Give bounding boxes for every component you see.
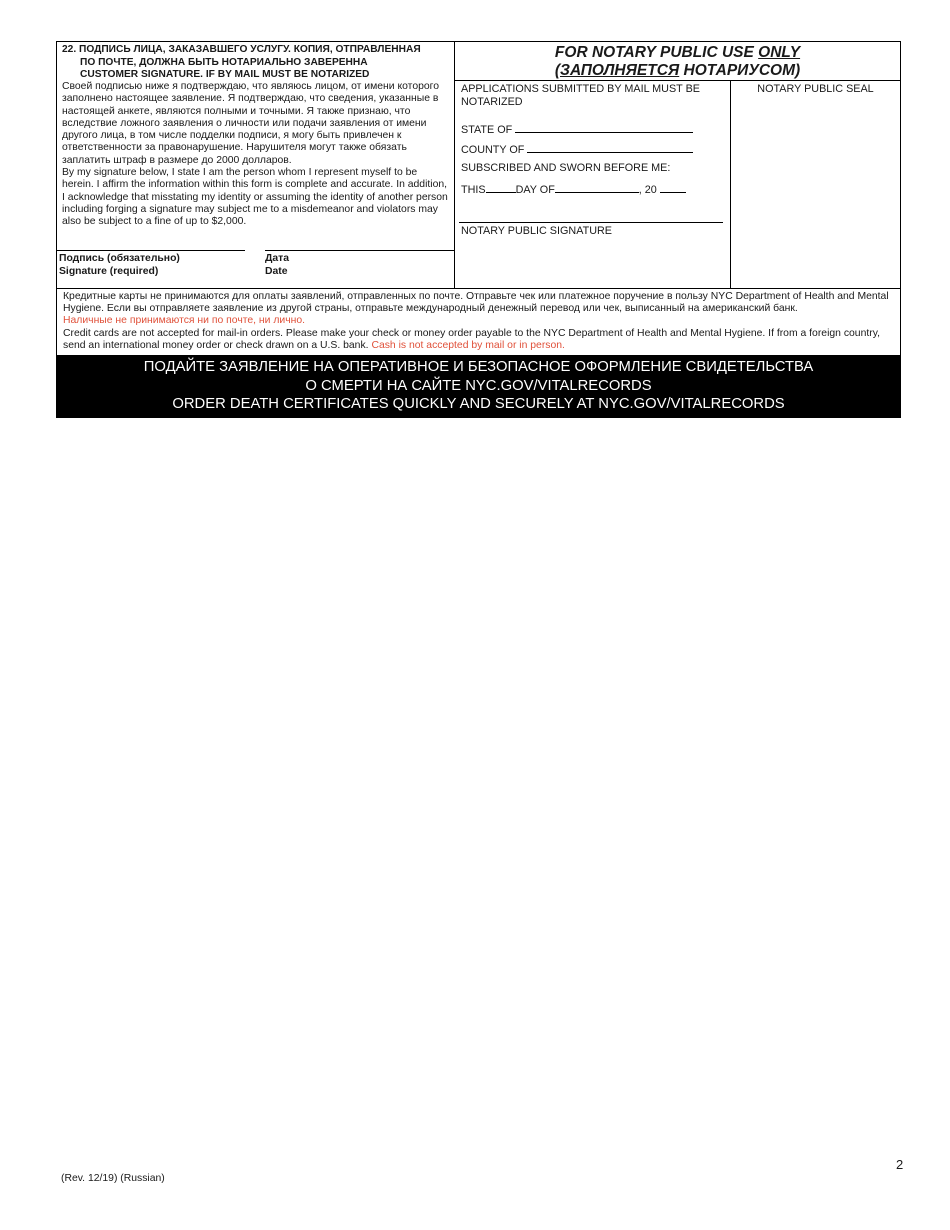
this-label: THIS: [461, 184, 486, 196]
payment-notice-en: Credit cards are not accepted for mail-in orders. Please make your check or money order payable to the NYC Department of Health and Mental Hygiene. If from a foreign country, send an international money order or check drawn on a U.S. bank. Cash is not accepted by mail or in person.: [63, 327, 881, 351]
day-input[interactable]: [486, 182, 516, 193]
date-label-en: Date: [265, 266, 288, 277]
section-title-ru-1: 22. ПОДПИСЬ ЛИЦА, ЗАКАЗАВШЕГО УСЛУГУ. КОПИЯ, ОТПРАВЛЕННАЯ: [62, 44, 421, 55]
mail-notice: APPLICATIONS SUBMITTED BY MAIL MUST BE NOTARIZED: [461, 83, 700, 108]
banner-ru-line-2: О СМЕРТИ НА САЙТЕ NYC.GOV/VITALRECORDS: [305, 377, 652, 394]
signature-line[interactable]: [57, 250, 245, 251]
page-number: 2: [896, 1157, 904, 1172]
date-line[interactable]: [265, 250, 455, 251]
county-label: COUNTY OF: [461, 144, 525, 156]
section-22-title: [62, 44, 452, 82]
notary-seal-label: NOTARY PUBLIC SEAL: [757, 83, 874, 95]
order-online-banner: [57, 356, 900, 417]
notary-body: [455, 81, 900, 288]
notary-signature-line[interactable]: [459, 222, 723, 223]
year-input[interactable]: [660, 182, 686, 193]
year-prefix: , 20: [638, 184, 657, 196]
revision-label: (Rev. 12/19) (Russian): [61, 1173, 165, 1184]
signature-notary-row: [57, 42, 900, 289]
date-label-ru: Дата: [265, 253, 290, 264]
state-field: [461, 122, 693, 137]
signature-label: [59, 252, 180, 278]
customer-signature-section: [57, 42, 455, 288]
notary-heading-ru: (ЗАПОЛНЯЕТСЯ НОТАРИУСОМ): [554, 62, 801, 79]
notary-signature-label: NOTARY PUBLIC SIGNATURE: [461, 225, 612, 237]
state-input[interactable]: [515, 122, 693, 133]
cash-notice-en: Cash is not accepted by mail or in person.: [371, 339, 565, 351]
date-label: [265, 252, 289, 278]
month-input[interactable]: [555, 182, 639, 193]
sworn-label: SUBSCRIBED AND SWORN BEFORE ME:: [461, 162, 671, 174]
payment-notice: [57, 289, 900, 356]
customer-signature-form: [56, 41, 901, 418]
date-sworn-field: [461, 182, 686, 197]
notary-heading: [455, 42, 900, 81]
payment-notice-ru: Кредитные карты не принимаются для оплаты заявлений, отправленных по почте. Отправьте чек или платежное поручение в пользу NYC Department of Health and Mental Hygiene. Если вы отправляете заявление из другой страны, отправьте международный денежный перевод или чек, выписанный на американский банк.: [63, 291, 889, 315]
signature-label-ru: Подпись (обязательно): [59, 253, 180, 264]
cash-notice-ru: Наличные не принимаются ни по почте, ни лично.: [63, 315, 306, 327]
banner-en-line: ORDER DEATH CERTIFICATES QUICKLY AND SECURELY AT NYC.GOV/VITALRECORDS: [172, 396, 785, 413]
notary-seal-area: [731, 81, 900, 288]
county-input[interactable]: [527, 142, 693, 153]
notary-heading-en: FOR NOTARY PUBLIC USE ONLY: [554, 44, 801, 61]
affirmation-en: By my signature below, I state I am the person whom I represent myself to be herein. I affirm the information within this form is complete and accurate. In addition, I acknowledge that misstating my identity or assuming the identity of another person including forging a signature may subject me to a misdemeanor and violators may also be subject to a fine of up to $2,000.: [62, 167, 448, 228]
affirmation-ru: Своей подписью ниже я подтверждаю, что являюсь лицом, от имени которого заполнено настоящее заявление. Я подтверждаю, что сведения, указанные в настоящей анкете, являются полными и точными. Я также признаю, что вследствие ложного заявления о личности или подачи заявления от имени другого лица, в том числе подделки подписи, я могу быть привлечен к ответственности за правонарушение. Нарушителя могут также обязать заплатить штраф в размере до 2000 долларов.: [62, 81, 439, 166]
county-field: [461, 142, 693, 157]
signature-label-en: Signature (required): [59, 266, 159, 277]
banner-ru-line-1: ПОДАЙТЕ ЗАЯВЛЕНИЕ НА ОПЕРАТИВНОЕ И БЕЗОПАСНОЕ ОФОРМЛЕНИЕ СВИДЕТЕЛЬСТВА: [143, 359, 814, 376]
section-title-ru-2: ПО ПОЧТЕ, ДОЛЖНА БЫТЬ НОТАРИАЛЬНО ЗАВЕРЕННА: [80, 56, 368, 68]
state-label: STATE OF: [461, 124, 513, 136]
notary-section: [455, 42, 900, 288]
notary-fields: [455, 81, 731, 288]
section-title-en: CUSTOMER SIGNATURE. IF BY MAIL MUST BE NOTARIZED: [80, 69, 370, 80]
day-of-label: DAY OF: [515, 184, 555, 196]
affirmation-text: [62, 81, 450, 229]
